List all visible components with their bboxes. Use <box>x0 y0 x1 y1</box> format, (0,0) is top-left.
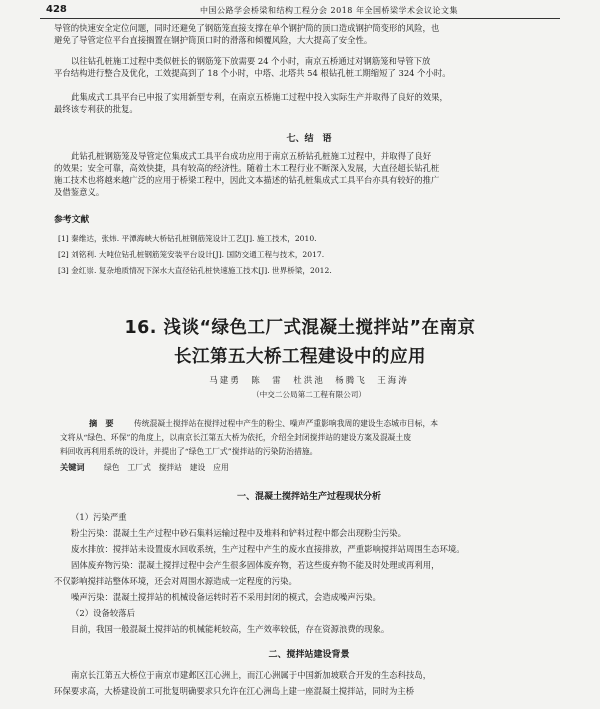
keywords-label: 关键词 <box>60 462 85 472</box>
abstract-label: 摘 要 <box>89 418 114 428</box>
article-title-line1: 16. 浅谈“绿色工厂式混凝土搅拌站”在南京 <box>124 318 476 338</box>
conclusion-heading: 七、结 语 <box>286 134 332 144</box>
prev-para1-line: 导管的快速安全定位问题，同时还避免了钢筋笼直接支撑在单个钢护筒的顶口造成钢护筒变形的风险，也 <box>54 23 440 33</box>
prev-para1-line: 避免了导管定位平台直接搁置在钢护筒顶口时的滑落和倾覆风险，大大提高了安全性。 <box>54 35 373 45</box>
sub2-heading: （2）设备较落后 <box>71 608 135 618</box>
prev-para3-line: 最终该专利获的批复。 <box>54 104 138 114</box>
section2-line: 南京长江第五大桥位于南京市建邺区江心洲上，而江心洲属于中国新加坡联合开发的生态科技岛， <box>71 670 432 680</box>
reference-item: [1] 秦维达，张炜. 平潭海峡大桥钻孔桩钢筋笼设计工艺[J]. 施工技术，2010. <box>58 234 317 243</box>
sub1-heading: （1）污染严重 <box>71 512 127 522</box>
prev-para3-line: 此集成式工具平台已申报了实用新型专利，在南京五桥施工过程中投入实际生产并取得了良好的效果， <box>71 92 448 102</box>
conclusion-line: 此钻孔桩钢筋笼及导管定位集成式工具平台成功应用于南京五桥钻孔桩施工过程中，并取得了良好 <box>71 151 432 161</box>
reference-item: [2] 刘铭利. 大吨位钻孔桩钢筋笼安装平台设计[J]. 国防交通工程与技术，2017. <box>58 250 325 259</box>
abstract-line: 文将从“绿色、环保”的角度上，以南京长江第五大桥为依托，介绍全封闭搅拌站的建设方案及混凝土废 <box>60 433 412 442</box>
sub1-line: 废水排放：搅拌站未设置废水回收系统，生产过程中产生的废水直接排放，严重影响搅拌站周围生态环境。 <box>71 544 465 554</box>
abstract-line: 传统混凝土搅拌站在搅拌过程中产生的粉尘、噪声严重影响我周的建设生态城市目标，本 <box>134 419 439 428</box>
sub2-line: 目前，我国一般混凝土搅拌站的机械能耗较高，生产效率较低，存在资源浪费的现象。 <box>71 624 390 634</box>
section2-line: 环保要求高，大桥建设前工可批复明确要求只允许在江心洲岛上建一座混凝土搅拌站，同时为主桥 <box>54 686 415 696</box>
running-header <box>40 4 560 19</box>
conclusion-line: 施工技术也将越来越广泛的应用于桥梁工程中，因此文本描述的钻孔桩集成式工具平台亦具有较好的推广 <box>54 175 440 185</box>
section1-heading: 一、混凝土搅拌站生产过程现状分析 <box>236 492 381 502</box>
sub1-line: 不仅影响搅拌站整体环境，还会对周围水源造成一定程度的污染。 <box>54 576 297 586</box>
conclusion-line: 的效果；安全可靠，高效快捷，具有较高的经济性。随着土木工程行业不断深入发展，大直径超长钻孔桩 <box>54 163 440 173</box>
sub1-line: 噪声污染：混凝土搅拌站的机械设备运转时若不采用封闭的模式，会造成噪声污染。 <box>71 592 381 602</box>
sub1-line: 粉尘污染：混凝土生产过程中砂石集料运输过程中及堆料和铲料过程中都会出现粉尘污染。 <box>71 528 406 538</box>
prev-para2-line: 以往钻孔桩施工过程中类似桩长的钢筋笼下放需要 24 个小时，南京五桥通过对钢筋笼和导管下放 <box>71 56 431 66</box>
article-title-line2: 长江第五大桥工程建设中的应用 <box>174 347 426 367</box>
references-heading: 参考文献 <box>54 215 90 225</box>
section2-heading: 二、搅拌站建设背景 <box>268 650 350 660</box>
prev-para2-line: 平台结构进行整合及优化，工效提高到了 18 个小时，中塔、北塔共 54 根钻孔桩工期缩短了 324 个小时。 <box>54 68 451 78</box>
article-affiliation: （中交二公局第二工程有限公司） <box>252 390 366 399</box>
abstract-line: 料回收再利用系统的设计，并提出了“绿色工厂式”搅拌站的污染防治措施。 <box>60 447 318 456</box>
article-authors: 马建勇 陈 雷 杜洪池 杨腾飞 王海涛 <box>209 376 409 386</box>
conclusion-line: 及借鉴意义。 <box>54 187 105 197</box>
running-title: 中国公路学会桥梁和结构工程分会 2018 年全国桥梁学术会议论文集 <box>200 6 458 15</box>
reference-item: [3] 金红崇. 复杂地质情况下深水大直径钻孔桩快速施工技术[J]. 世界桥梁，2012. <box>58 266 332 275</box>
keywords: 绿色 工厂式 搅拌站 建设 应用 <box>104 463 229 472</box>
page-number: 428 <box>46 4 67 15</box>
sub1-line: 固体废弃物污染：混凝土搅拌过程中会产生很多固体废弃物，若这些废弃物不能及时处理或再利用， <box>71 560 440 570</box>
